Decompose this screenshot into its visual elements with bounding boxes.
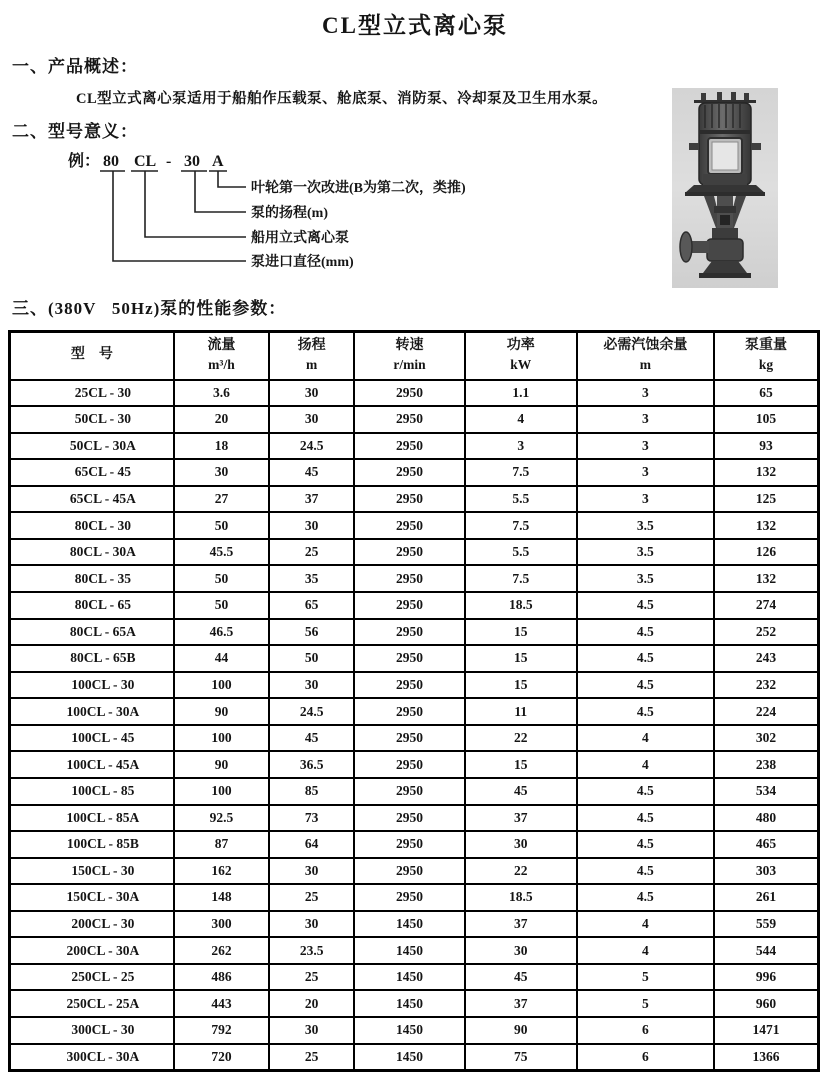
header-head-label: 扬程 — [297, 338, 326, 354]
cell-weight: 252 — [714, 619, 818, 646]
cell-speed: 2950 — [354, 380, 465, 407]
cell-flow: 92.5 — [174, 805, 269, 832]
cell-npsh: 3.5 — [577, 539, 715, 566]
table-row — [10, 937, 819, 964]
cell-model: 250CL - 25A — [10, 990, 174, 1017]
cell-model: 80CL - 65 — [10, 592, 174, 619]
cell-npsh: 3 — [577, 380, 715, 407]
cell-weight: 534 — [714, 778, 818, 805]
section1-body: CL型立式离心泵适用于船舶作压载泵、舱底泵、消防泵、冷却泵及卫生用水泵。 — [76, 91, 608, 107]
cell-flow: 443 — [174, 990, 269, 1017]
cell-npsh: 4.5 — [577, 592, 715, 619]
cell-npsh: 3 — [577, 486, 715, 513]
pump-photo — [672, 88, 778, 288]
cell-flow: 50 — [174, 512, 269, 539]
cell-weight: 238 — [714, 751, 818, 778]
cell-power: 15 — [465, 619, 577, 646]
cell-speed: 2950 — [354, 778, 465, 805]
cell-head: 25 — [269, 1044, 354, 1071]
cell-head: 24.5 — [269, 433, 354, 460]
cell-head: 23.5 — [269, 937, 354, 964]
cell-power: 45 — [465, 778, 577, 805]
cell-head: 37 — [269, 486, 354, 513]
header-speed — [354, 332, 465, 380]
cell-head: 25 — [269, 884, 354, 911]
cell-npsh: 4.5 — [577, 619, 715, 646]
cell-speed: 2950 — [354, 459, 465, 486]
header-flow-label: 流量 — [207, 338, 236, 354]
header-weight — [714, 332, 818, 380]
cell-head: 20 — [269, 990, 354, 1017]
example-label-type: 船用立式离心泵 — [251, 231, 349, 246]
cell-power: 18.5 — [465, 884, 577, 911]
cell-weight: 465 — [714, 831, 818, 858]
cell-power: 90 — [465, 1017, 577, 1044]
table-row — [10, 698, 819, 725]
table-row — [10, 565, 819, 592]
cell-speed: 1450 — [354, 937, 465, 964]
cell-speed: 2950 — [354, 672, 465, 699]
table-row — [10, 645, 819, 672]
cell-flow: 148 — [174, 884, 269, 911]
cell-flow: 50 — [174, 592, 269, 619]
example-label-impeller: 叶轮第一次改进(B为第二次，类推) — [251, 181, 466, 196]
cell-flow: 46.5 — [174, 619, 269, 646]
cell-head: 25 — [269, 539, 354, 566]
cell-weight: 132 — [714, 565, 818, 592]
cell-weight: 132 — [714, 512, 818, 539]
cell-speed: 2950 — [354, 805, 465, 832]
header-head-unit: m — [306, 357, 318, 373]
table-row — [10, 751, 819, 778]
cell-power: 15 — [465, 645, 577, 672]
cell-power: 18.5 — [465, 592, 577, 619]
cell-model: 65CL - 45 — [10, 459, 174, 486]
cell-head: 50 — [269, 645, 354, 672]
cell-weight: 125 — [714, 486, 818, 513]
header-npsh — [577, 332, 715, 380]
cell-head: 85 — [269, 778, 354, 805]
table-row — [10, 831, 819, 858]
cell-speed: 1450 — [354, 1017, 465, 1044]
cell-npsh: 4.5 — [577, 672, 715, 699]
header-power-unit: kW — [510, 357, 532, 373]
cell-speed: 2950 — [354, 486, 465, 513]
example-prefix: 例： — [68, 153, 101, 170]
cell-head: 30 — [269, 512, 354, 539]
cell-npsh: 4 — [577, 937, 715, 964]
cell-power: 37 — [465, 990, 577, 1017]
cell-model: 250CL - 25 — [10, 964, 174, 991]
header-weight-unit: kg — [758, 357, 774, 373]
cell-npsh: 4 — [577, 725, 715, 752]
cell-model: 25CL - 30 — [10, 380, 174, 407]
cell-head: 45 — [269, 725, 354, 752]
table-row — [10, 778, 819, 805]
table-row — [10, 884, 819, 911]
cell-npsh: 4 — [577, 911, 715, 938]
header-power-label: 功率 — [506, 338, 535, 354]
cell-npsh: 5 — [577, 964, 715, 991]
table-row — [10, 1044, 819, 1071]
cell-power: 37 — [465, 805, 577, 832]
cell-power: 11 — [465, 698, 577, 725]
header-speed-label: 转速 — [395, 338, 424, 354]
table-header-row — [10, 332, 819, 380]
cell-npsh: 4.5 — [577, 645, 715, 672]
cell-model: 100CL - 45 — [10, 725, 174, 752]
header-npsh-label: 必需汽蚀余量 — [603, 338, 688, 354]
cell-model: 65CL - 45A — [10, 486, 174, 513]
cell-npsh: 4 — [577, 751, 715, 778]
cell-model: 50CL - 30 — [10, 406, 174, 433]
cell-flow: 162 — [174, 858, 269, 885]
cell-head: 30 — [269, 858, 354, 885]
example-label-inlet: 泵进口直径(mm) — [251, 255, 354, 270]
cell-head: 45 — [269, 459, 354, 486]
cell-speed: 2950 — [354, 512, 465, 539]
cell-head: 73 — [269, 805, 354, 832]
cell-speed: 2950 — [354, 645, 465, 672]
cell-model: 80CL - 30 — [10, 512, 174, 539]
cell-model: 80CL - 65B — [10, 645, 174, 672]
cell-npsh: 4.5 — [577, 831, 715, 858]
cell-power: 30 — [465, 831, 577, 858]
cell-speed: 2950 — [354, 539, 465, 566]
cell-weight: 1366 — [714, 1044, 818, 1071]
table-row — [10, 911, 819, 938]
cell-power: 30 — [465, 937, 577, 964]
performance-table-body — [10, 380, 819, 1071]
cell-speed: 1450 — [354, 964, 465, 991]
cell-model: 150CL - 30 — [10, 858, 174, 885]
cell-model: 80CL - 30A — [10, 539, 174, 566]
example-part-dash: - — [166, 153, 172, 170]
cell-npsh: 4.5 — [577, 698, 715, 725]
cell-model: 80CL - 35 — [10, 565, 174, 592]
cell-power: 7.5 — [465, 459, 577, 486]
header-speed-unit: r/min — [393, 357, 426, 373]
cell-flow: 27 — [174, 486, 269, 513]
table-row — [10, 592, 819, 619]
cell-flow: 45.5 — [174, 539, 269, 566]
cell-npsh: 4.5 — [577, 778, 715, 805]
cell-power: 75 — [465, 1044, 577, 1071]
cell-weight: 960 — [714, 990, 818, 1017]
table-row — [10, 1017, 819, 1044]
cell-flow: 50 — [174, 565, 269, 592]
table-row — [10, 486, 819, 513]
cell-weight: 996 — [714, 964, 818, 991]
header-weight-label: 泵重量 — [745, 338, 788, 354]
header-npsh-unit: m — [639, 357, 651, 373]
cell-flow: 720 — [174, 1044, 269, 1071]
cell-npsh: 3 — [577, 459, 715, 486]
cell-speed: 2950 — [354, 858, 465, 885]
cell-model: 100CL - 30A — [10, 698, 174, 725]
cell-weight: 559 — [714, 911, 818, 938]
cell-head: 30 — [269, 1017, 354, 1044]
header-model — [10, 332, 174, 380]
header-flow-unit: m³/h — [208, 357, 235, 373]
cell-weight: 224 — [714, 698, 818, 725]
cell-model: 200CL - 30 — [10, 911, 174, 938]
cell-npsh: 4.5 — [577, 858, 715, 885]
cell-weight: 232 — [714, 672, 818, 699]
cell-head: 64 — [269, 831, 354, 858]
table-row — [10, 512, 819, 539]
cell-flow: 262 — [174, 937, 269, 964]
cell-model: 300CL - 30A — [10, 1044, 174, 1071]
cell-model: 100CL - 85 — [10, 778, 174, 805]
cell-speed: 1450 — [354, 1044, 465, 1071]
cell-model: 100CL - 85A — [10, 805, 174, 832]
cell-head: 30 — [269, 911, 354, 938]
cell-power: 5.5 — [465, 486, 577, 513]
cell-speed: 2950 — [354, 565, 465, 592]
cell-flow: 100 — [174, 725, 269, 752]
cell-power: 4 — [465, 406, 577, 433]
cell-head: 30 — [269, 406, 354, 433]
cell-npsh: 6 — [577, 1044, 715, 1071]
cell-power: 45 — [465, 964, 577, 991]
cell-head: 30 — [269, 380, 354, 407]
cell-weight: 105 — [714, 406, 818, 433]
cell-speed: 2950 — [354, 751, 465, 778]
cell-npsh: 6 — [577, 1017, 715, 1044]
header-power — [465, 332, 577, 380]
cell-flow: 30 — [174, 459, 269, 486]
cell-model: 150CL - 30A — [10, 884, 174, 911]
cell-speed: 2950 — [354, 725, 465, 752]
cell-head: 36.5 — [269, 751, 354, 778]
header-head — [269, 332, 354, 380]
cell-flow: 87 — [174, 831, 269, 858]
performance-table — [8, 330, 820, 1072]
cell-flow: 100 — [174, 672, 269, 699]
cell-power: 7.5 — [465, 512, 577, 539]
table-row — [10, 964, 819, 991]
table-row — [10, 406, 819, 433]
table-row — [10, 858, 819, 885]
cell-flow: 3.6 — [174, 380, 269, 407]
table-row — [10, 619, 819, 646]
example-part-head: 30 — [184, 153, 200, 170]
section1-heading: 一、产品概述： — [12, 57, 138, 76]
cell-speed: 2950 — [354, 433, 465, 460]
cell-power: 5.5 — [465, 539, 577, 566]
cell-model: 200CL - 30A — [10, 937, 174, 964]
cell-head: 30 — [269, 672, 354, 699]
cell-power: 15 — [465, 672, 577, 699]
cell-weight: 303 — [714, 858, 818, 885]
cell-weight: 132 — [714, 459, 818, 486]
cell-head: 56 — [269, 619, 354, 646]
cell-speed: 2950 — [354, 698, 465, 725]
cell-npsh: 3 — [577, 433, 715, 460]
table-row — [10, 672, 819, 699]
cell-weight: 1471 — [714, 1017, 818, 1044]
page-title: CL型立式离心泵 — [322, 13, 508, 38]
cell-weight: 544 — [714, 937, 818, 964]
table-row — [10, 433, 819, 460]
header-flow — [174, 332, 269, 380]
cell-weight: 126 — [714, 539, 818, 566]
cell-head: 35 — [269, 565, 354, 592]
cell-speed: 1450 — [354, 990, 465, 1017]
table-row — [10, 539, 819, 566]
table-row — [10, 380, 819, 407]
cell-weight: 302 — [714, 725, 818, 752]
cell-flow: 100 — [174, 778, 269, 805]
cell-power: 15 — [465, 751, 577, 778]
table-row — [10, 725, 819, 752]
cell-npsh: 3.5 — [577, 565, 715, 592]
table-row — [10, 459, 819, 486]
cell-model: 80CL - 65A — [10, 619, 174, 646]
cell-power: 37 — [465, 911, 577, 938]
example-label-head: 泵的扬程(m) — [251, 206, 328, 221]
cell-weight: 93 — [714, 433, 818, 460]
cell-flow: 20 — [174, 406, 269, 433]
section3-heading: 三、(380V 50Hz)泵的性能参数： — [12, 299, 287, 318]
cell-speed: 2950 — [354, 406, 465, 433]
cell-speed: 1450 — [354, 911, 465, 938]
cell-head: 65 — [269, 592, 354, 619]
cell-power: 3 — [465, 433, 577, 460]
cell-flow: 44 — [174, 645, 269, 672]
cell-npsh: 4.5 — [577, 884, 715, 911]
cell-npsh: 3 — [577, 406, 715, 433]
cell-flow: 792 — [174, 1017, 269, 1044]
cell-power: 7.5 — [465, 565, 577, 592]
example-part-rev: A — [212, 153, 224, 170]
cell-speed: 2950 — [354, 831, 465, 858]
section2-heading: 二、型号意义： — [12, 122, 138, 141]
cell-weight: 261 — [714, 884, 818, 911]
example-part-inlet: 80 — [103, 153, 119, 170]
cell-weight: 480 — [714, 805, 818, 832]
table-row — [10, 805, 819, 832]
cell-head: 24.5 — [269, 698, 354, 725]
cell-flow: 90 — [174, 751, 269, 778]
example-part-series: CL — [134, 153, 157, 170]
cell-power: 22 — [465, 858, 577, 885]
cell-model: 50CL - 30A — [10, 433, 174, 460]
cell-power: 22 — [465, 725, 577, 752]
cell-flow: 300 — [174, 911, 269, 938]
header-model-label: 型 号 — [70, 347, 113, 363]
cell-weight: 65 — [714, 380, 818, 407]
cell-power: 1.1 — [465, 380, 577, 407]
cell-model: 100CL - 45A — [10, 751, 174, 778]
cell-npsh: 5 — [577, 990, 715, 1017]
cell-npsh: 3.5 — [577, 512, 715, 539]
cell-speed: 2950 — [354, 619, 465, 646]
cell-model: 100CL - 30 — [10, 672, 174, 699]
cell-speed: 2950 — [354, 592, 465, 619]
table-row — [10, 990, 819, 1017]
cell-head: 25 — [269, 964, 354, 991]
cell-flow: 90 — [174, 698, 269, 725]
cell-model: 100CL - 85B — [10, 831, 174, 858]
cell-speed: 2950 — [354, 884, 465, 911]
model-meaning-diagram — [60, 141, 600, 281]
cell-flow: 486 — [174, 964, 269, 991]
cell-model: 300CL - 30 — [10, 1017, 174, 1044]
cell-npsh: 4.5 — [577, 805, 715, 832]
cell-flow: 18 — [174, 433, 269, 460]
cell-weight: 243 — [714, 645, 818, 672]
cell-weight: 274 — [714, 592, 818, 619]
vertical-pump-image — [672, 88, 778, 288]
